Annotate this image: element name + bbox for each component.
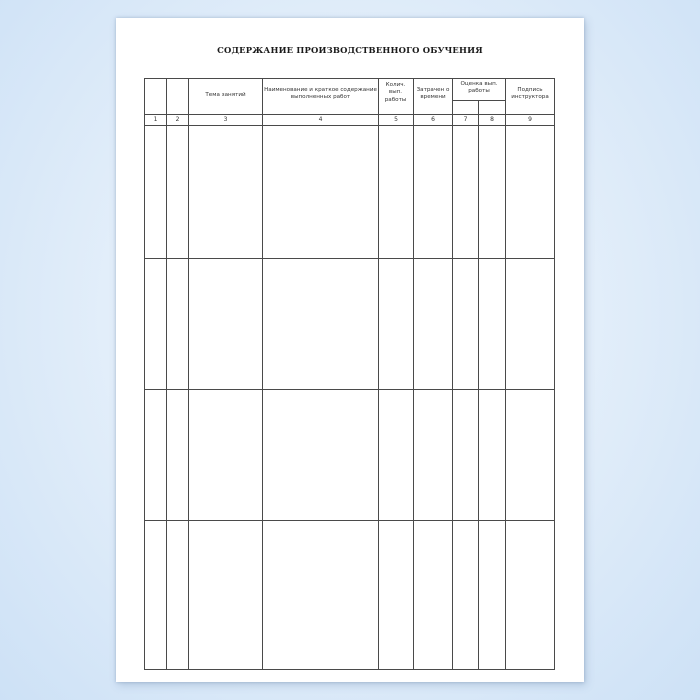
header-instructor-signature: Подпись инструктора [511,87,549,101]
table-row[interactable] [145,390,554,520]
column-number-3: 3 [223,116,228,123]
table-row[interactable] [145,521,554,669]
page-title: СОДЕРЖАНИЕ ПРОИЗВОДСТВЕННОГО ОБУЧЕНИЯ [217,45,483,55]
column-number-7: 7 [463,116,468,123]
table-bottom-border [144,669,555,670]
document-page [116,18,584,682]
header-bottom-border [144,114,555,115]
table-top-border [144,78,555,79]
header-work-description: Наименование и краткое содержание выполненных работ [264,87,377,101]
header-time-spent: Затрачен о времени [416,87,450,101]
column-number-8: 8 [490,116,494,123]
header-work-grade: Оценка вып. работы [460,81,498,95]
table-row[interactable] [145,259,554,389]
column-number-1: 1 [153,116,158,123]
column-number-2: 2 [175,116,180,123]
table-row[interactable] [145,126,554,258]
column-number-4: 4 [318,116,323,123]
column-line-9 [554,78,555,670]
training-table [144,78,555,670]
header-topic: Тема занятий [205,92,246,98]
column-number-6: 6 [431,116,435,123]
column-number-5: 5 [394,116,398,123]
header-work-quantity: Колич. вып. работы [384,82,407,103]
column-number-9: 9 [528,116,532,123]
